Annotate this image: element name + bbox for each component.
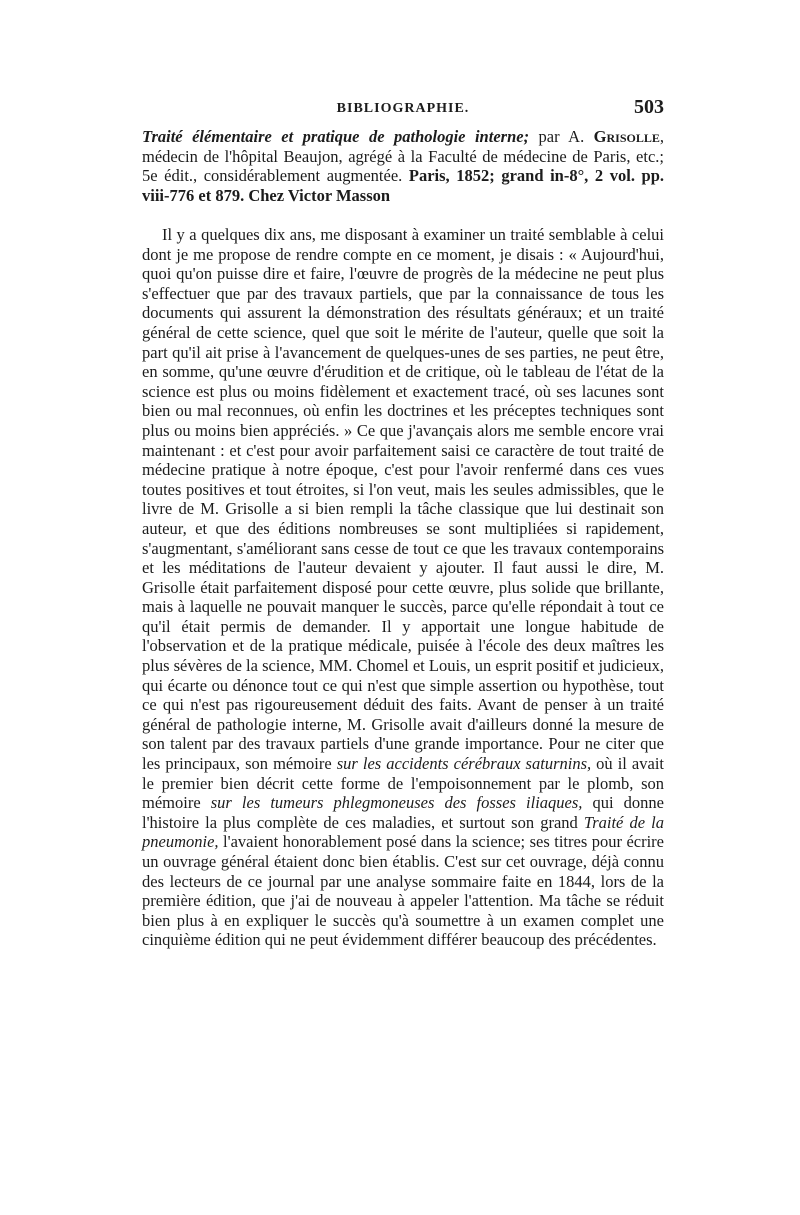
running-head	[142, 98, 664, 122]
page-number: 503	[634, 96, 664, 118]
review-text	[142, 225, 664, 950]
entry-by: par A.	[529, 127, 594, 146]
entry-description: , médecin de l'hôpital Beaujon, agrégé à la Faculté de médecine de Paris, etc.; 5e édit., considérablement augmentée.	[142, 127, 664, 186]
review-text-part-2: où il avait le premier bien décrit cette forme de l'empoisonnement par le plomb, son mémoire	[142, 754, 664, 813]
italic-title-pneumonie: Traité de la pneumonie,	[142, 812, 665, 852]
entry-author: Grisolle	[593, 127, 660, 146]
review-paragraph	[142, 225, 664, 950]
italic-title-saturnins: sur les accidents cérébraux saturnins,	[336, 754, 592, 774]
italic-title-tumeurs: sur les tumeurs phlegmoneuses des fosses iliaques,	[210, 793, 583, 813]
review-text-part-1: Il y a quelques dix ans, me disposant à examiner un traité semblable à celui dont je me propose de rendre compte en ce moment, je disais : « Aujourd'hui, quoi qu'on puisse dire et faire, l'œuvre de progrès de la médecine ne peut plus s'effectuer que par des travaux partiels, que par la connaissance de tous les documents qui assurent la démonstration des résultats généraux; et un traité général de cette science, quel que soit le mérite de l'auteur, quelle que soit la part qu'il ait prise à l'avancement de quelques-unes de ses parties, ne peut être, en somme, qu'une œuvre d'érudition et de critique, où le tableau de l'état de la science est plus ou moins fidèlement et exactement tracé, où ses lacunes sont bien ou mal reconnues, où enfin les doctrines et les préceptes techniques sont plus ou moins bien appréciés. » Ce que j'avançais alors me semble encore vrai maintenant : et c'est pour avoir parfaitement saisi ce caractère de tout traité de médecine pratique à notre époque, c'est pour l'avoir renfermé dans ces vues toutes positives et tout étroites, si l'on veut, mais les seules admissibles, que le livre de M. Grisolle a si bien rempli la tâche classique que lui destinait son auteur, et que des éditions nombreuses se sont multipliées si rapidement, s'augmentant, s'améliorant sans cesse de tout ce que les travaux contemporains et les méditations de l'auteur devaient y ajouter. Il faut aussi le dire, M. Grisolle était parfaitement disposé pour cette œuvre, plus solide que brillante, mais à laquelle ne pouvait manquer le succès, parce qu'elle répondait à tout ce qu'il était permis de demander. Il y apportait une longue habitude de l'observation et de la pratique médicale, puisée à l'école des deux maîtres les plus sévères de la science, MM. Chomel et Louis, un esprit positif et judicieux, qui écarte ou dénonce tout ce qui n'est que simple assertion ou hypothèse, tout ce qui n'est pas rigoureusement déduit des faits. Avant de penser à un traité général de pathologie interne, M. Grisolle avait d'ailleurs donné la mesure de son talent par des travaux partiels d'une grande importance. Pour ne citer que les principaux, son mémoire	[142, 225, 664, 774]
review-text-part-3: qui donne l'histoire la plus complète de ces maladies, et surtout son grand	[142, 793, 664, 832]
running-head-title: BIBLIOGRAPHIE.	[336, 101, 470, 116]
bibliographic-entry	[142, 127, 664, 205]
entry-publication: Paris, 1852; grand in-8°, 2 vol. pp. viii-776 et 879. Chez Victor Masson	[142, 166, 665, 205]
review-text-part-4: l'avaient honorablement posé dans la science; ses titres pour écrire un ouvrage général étaient donc bien établis. C'est sur cet ouvrage, déjà connu des lecteurs de ce journal par une analyse sommaire faite en 1844, lors de la première édition, que j'ai de nouveau à appeler l'attention. Ma tâche se réduit bien plus à en expliquer le succès qu'à soumettre à un examen complet une cinquième édition qui ne peut évidemment différer beaucoup des précédentes.	[142, 832, 664, 950]
entry-title: Traité élémentaire et pratique de pathologie interne;	[142, 127, 530, 146]
